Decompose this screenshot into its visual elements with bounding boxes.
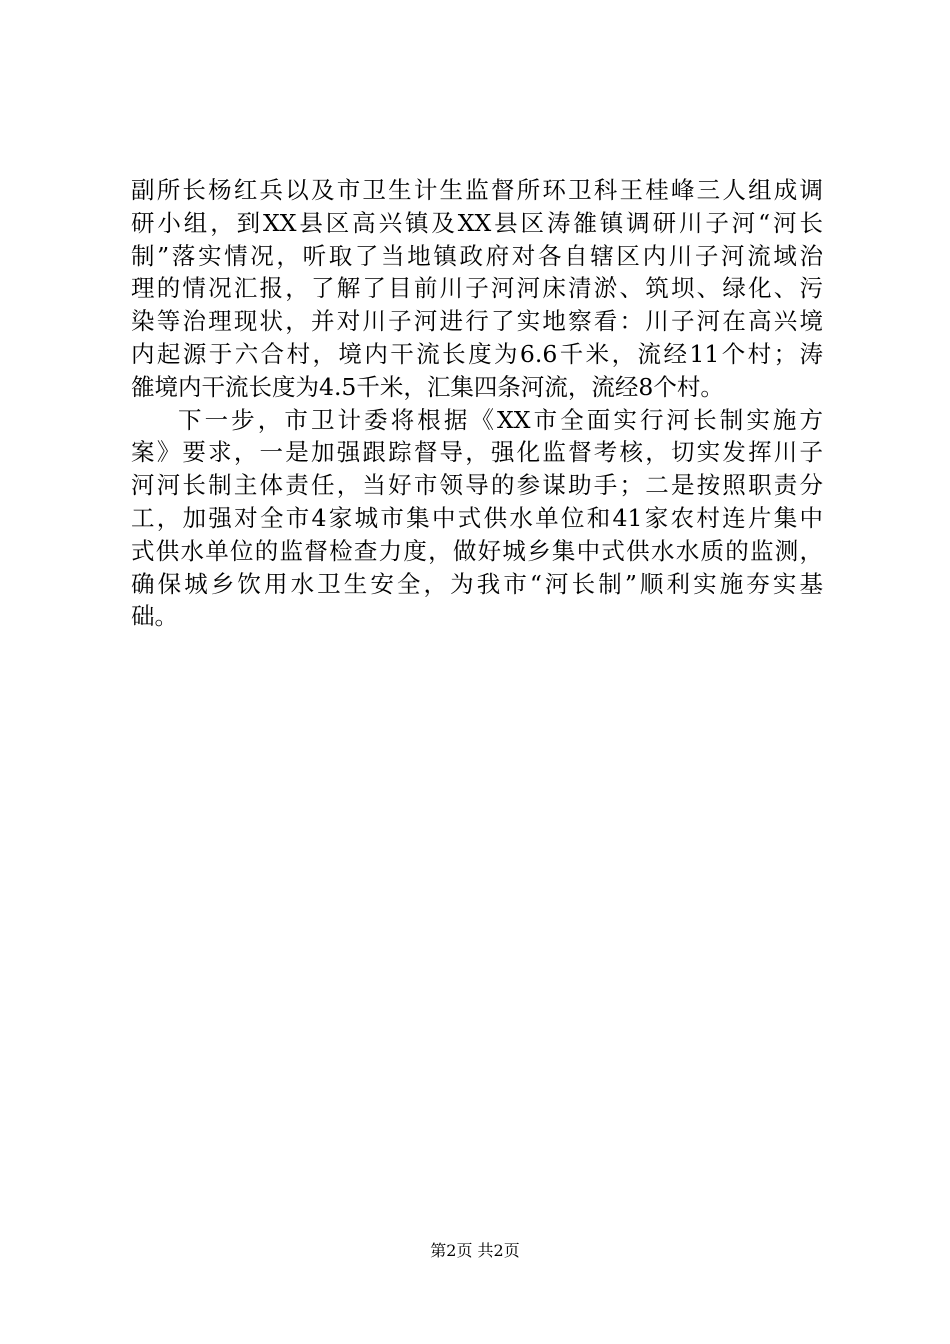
paragraph-2-line-1: 下一步，市卫计委将根据《XX市全面实行河长制实施方: [178, 405, 823, 434]
paragraph-1-line-2: 研小组，到XX县区高兴镇及XX县区涛雒镇调研川子河“河长: [131, 208, 823, 237]
paragraph-1-line-3: 制”落实情况，听取了当地镇政府对各自辖区内川子河流域治: [131, 241, 823, 270]
paragraph-2-line-3: 河河长制主体责任，当好市领导的参谋助手；二是按照职责分: [131, 471, 823, 500]
paragraph-2-line-2: 案》要求，一是加强跟踪督导，强化监督考核，切实发挥川子: [131, 438, 823, 467]
paragraph-2-line-7: 础。: [131, 602, 178, 631]
paragraph-2: [131, 404, 823, 634]
document-body: [131, 174, 823, 633]
paragraph-1-line-6: 内起源于六合村，境内干流长度为6.6千米，流经11个村；涛: [131, 339, 823, 368]
paragraph-2-line-6: 确保城乡饮用水卫生安全，为我市“河长制”顺利实施夯实基: [131, 569, 823, 598]
paragraph-1-line-4: 理的情况汇报，了解了目前川子河河床清淤、筑坝、绿化、污: [131, 274, 823, 303]
page-number-footer: 第2页 共2页: [430, 1241, 520, 1260]
paragraph-2-line-4: 工，加强对全市4家城市集中式供水单位和41家农村连片集中: [131, 503, 823, 532]
paragraph-1-line-5: 染等治理现状，并对川子河进行了实地察看：川子河在高兴境: [131, 307, 823, 336]
paragraph-1-line-1: 副所长杨红兵以及市卫生计生监督所环卫科王桂峰三人组成调: [131, 176, 823, 204]
paragraph-2-line-5: 式供水单位的监督检查力度，做好城乡集中式供水水质的监测，: [131, 536, 823, 565]
paragraph-1: [131, 174, 823, 404]
paragraph-1-line-7: 雒境内干流长度为4.5千米，汇集四条河流，流经8个村。: [131, 372, 724, 401]
